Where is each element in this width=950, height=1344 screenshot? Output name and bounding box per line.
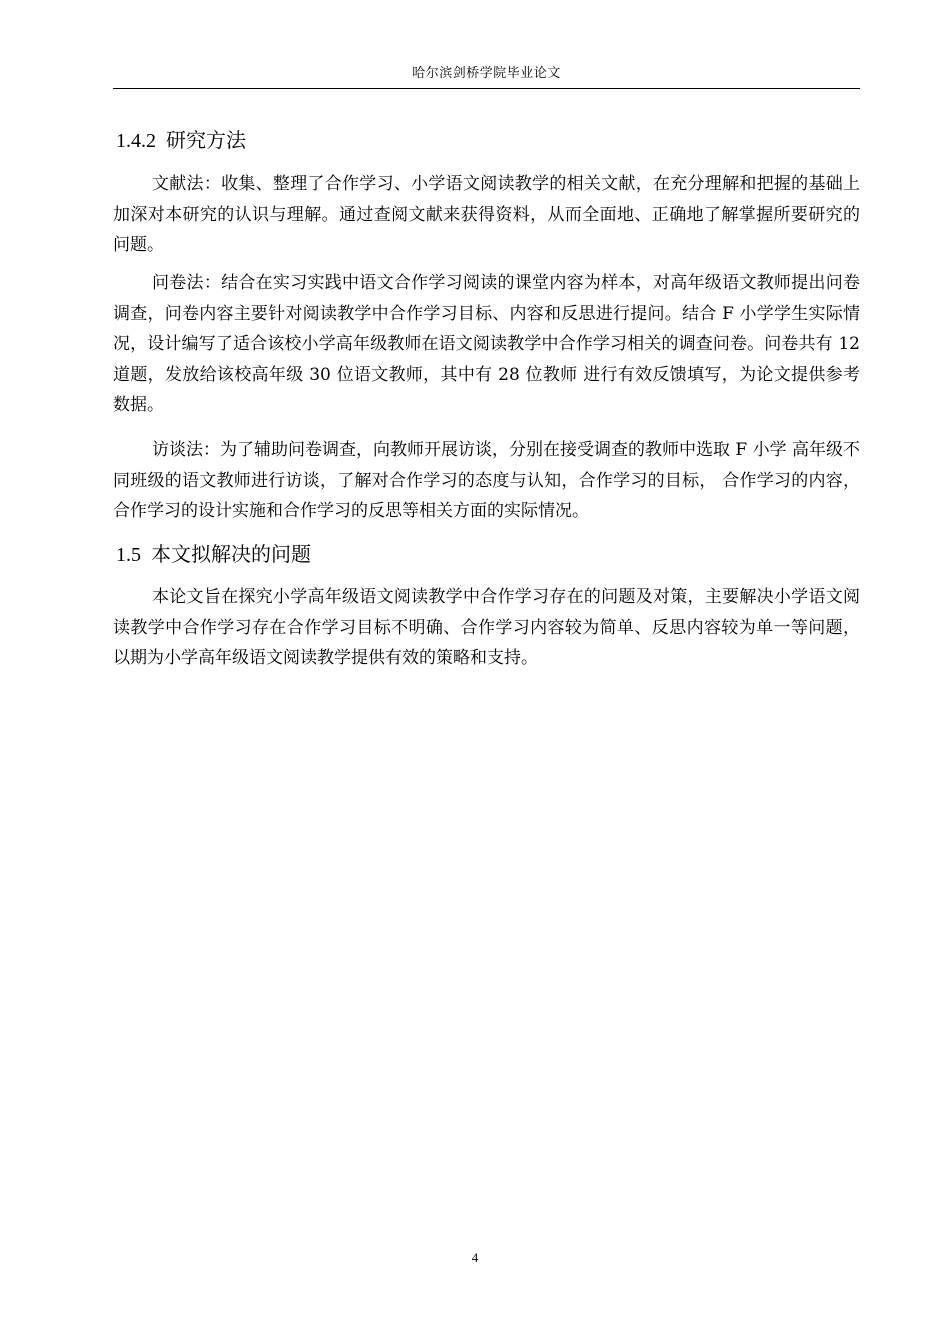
section-number: 1.4.2	[116, 130, 156, 152]
section-title: 研究方法	[166, 128, 246, 152]
paragraph-questionnaire-method: 问卷法：结合在实习实践中语文合作学习阅读的课堂内容为样本，对高年级语文教师提出问卷调查，问卷内容主要针对阅读教学中合作学习目标、内容和反思进行提问。结合 F 小学学生实际情况，设计编写了适合该校小学高年级教师在语文阅读教学中合作学习相关的调查问卷。问卷共有 12 道题，发放给该校高年级 30 位语文教师，其中有 28 位教师 进行有效反馈填写，为论文提供参考数据。	[113, 273, 860, 415]
page-number: 4	[471, 1250, 479, 1265]
paragraph-problems-to-solve: 本论文旨在探究小学高年级语文阅读教学中合作学习存在的问题及对策，主要解决小学语文阅读教学中合作学习存在合作学习目标不明确、合作学习内容较为简单、反思内容较为单一等问题，以期为小学高年级语文阅读教学提供有效的策略和支持。	[113, 587, 860, 668]
page-header: 哈尔滨剑桥学院毕业论文	[412, 66, 561, 81]
section-heading-1-4-2	[116, 126, 246, 155]
section-heading-1-5	[116, 540, 311, 569]
section-title: 本文拟解决的问题	[151, 542, 311, 566]
paragraph-interview-method: 访谈法：为了辅助问卷调查，向教师开展访谈，分别在接受调查的教师中选取 F 小学 高年级不同班级的语文教师进行访谈，了解对合作学习的态度与认知，合作学习的目标， 合作学习的内容，合作学习的设计实施和合作学习的反思等相关方面的实际情况。	[113, 440, 861, 521]
paragraph-literature-method: 文献法：收集、整理了合作学习、小学语文阅读教学的相关文献，在充分理解和把握的基础上加深对本研究的认识与理解。通过查阅文献来获得资料，从而全面地、正确地了解掌握所要研究的问题。	[113, 174, 860, 255]
header-divider	[113, 88, 860, 89]
section-number: 1.5	[116, 544, 141, 566]
